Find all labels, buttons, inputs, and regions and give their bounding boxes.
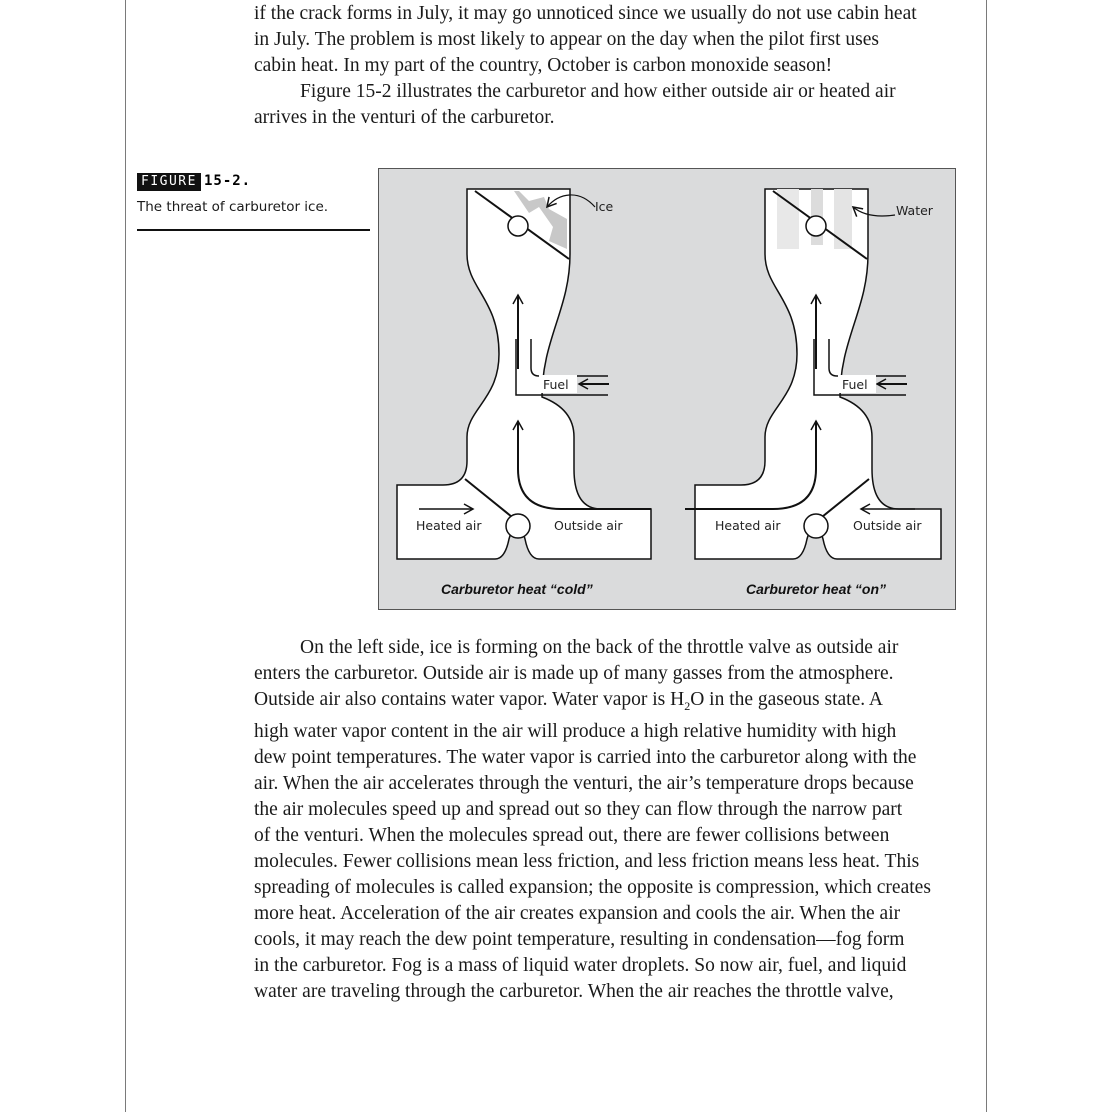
ice-label: Ice	[595, 199, 614, 214]
text-line: water are traveling through the carburetor. When the air reaches the throttle valve,	[254, 980, 894, 1002]
fuel-label: Fuel	[842, 377, 868, 392]
outside-air-label: Outside air	[554, 518, 623, 533]
text-line: cools, it may reach the dew point temperature, resulting in condensation—fog form	[254, 928, 905, 950]
fuel-label: Fuel	[543, 377, 569, 392]
figure-tag: FIGURE	[137, 173, 201, 191]
water-label: Water	[896, 203, 933, 218]
text-line	[254, 687, 964, 719]
text-line: in the carburetor. Fog is a mass of liquid water droplets. So now air, fuel, and liquid	[254, 954, 907, 976]
right-panel-title: Carburetor heat “on”	[746, 581, 887, 597]
carburetor-figure	[378, 168, 956, 610]
text-line: cabin heat. In my part of the country, October is carbon monoxide season!	[254, 55, 833, 76]
text-line: dew point temperatures. The water vapor is carried into the carburetor along with the	[254, 746, 917, 768]
outside-air-label: Outside air	[853, 518, 922, 533]
text-line: the air molecules speed up and spread out so they can flow through the narrow part	[254, 798, 903, 820]
water-streak	[777, 189, 799, 249]
text-line: enters the carburetor. Outside air is made up of many gasses from the atmosphere.	[254, 663, 894, 684]
text-line: air. When the air accelerates through the venturi, the air’s temperature drops because	[254, 772, 914, 794]
text-line: high water vapor content in the air will produce a high relative humidity with high	[254, 720, 897, 742]
text-line: molecules. Fewer collisions mean less friction, and less friction means less heat. This	[254, 850, 920, 872]
text-fragment: O in the gaseous state. A	[690, 689, 884, 710]
text-line: more heat. Acceleration of the air creates expansion and cools the air. When the air	[254, 902, 901, 924]
selector-pivot	[804, 514, 828, 538]
page-border-right	[986, 0, 987, 1112]
subscript: 2	[684, 698, 691, 713]
water-streak	[834, 189, 852, 249]
figure-caption: The threat of carburetor ice.	[137, 199, 370, 231]
carburetor-diagram	[379, 169, 957, 611]
left-panel-title: Carburetor heat “cold”	[441, 581, 593, 597]
right-carburetor	[685, 189, 941, 597]
text-line: spreading of molecules is called expansion; the opposite is compression, which creates	[254, 876, 931, 898]
venturi-body	[397, 189, 651, 559]
text-line: Figure 15-2 illustrates the carburetor and how either outside air or heated air	[300, 81, 896, 102]
figure-caption-block	[137, 170, 370, 231]
left-carburetor	[397, 189, 651, 597]
top-paragraphs	[254, 1, 954, 131]
text-fragment: Outside air also contains water vapor. Water vapor is H	[254, 689, 685, 710]
bottom-paragraph	[254, 635, 964, 1005]
throttle-shaft	[806, 216, 826, 236]
text-line: if the crack forms in July, it may go unnoticed since we usually do not use cabin heat	[254, 3, 917, 24]
selector-pivot	[506, 514, 530, 538]
heated-air-label: Heated air	[715, 518, 781, 533]
heated-air-label: Heated air	[416, 518, 482, 533]
text-line: of the venturi. When the molecules spread out, there are fewer collisions between	[254, 824, 890, 846]
text-line: arrives in the venturi of the carburetor.	[254, 107, 555, 128]
page-border-left	[125, 0, 126, 1112]
figure-number: 15-2.	[203, 173, 252, 189]
text-line: in July. The problem is most likely to appear on the day when the pilot first uses	[254, 29, 879, 50]
throttle-shaft	[508, 216, 528, 236]
text-line: On the left side, ice is forming on the back of the throttle valve as outside air	[300, 637, 899, 658]
